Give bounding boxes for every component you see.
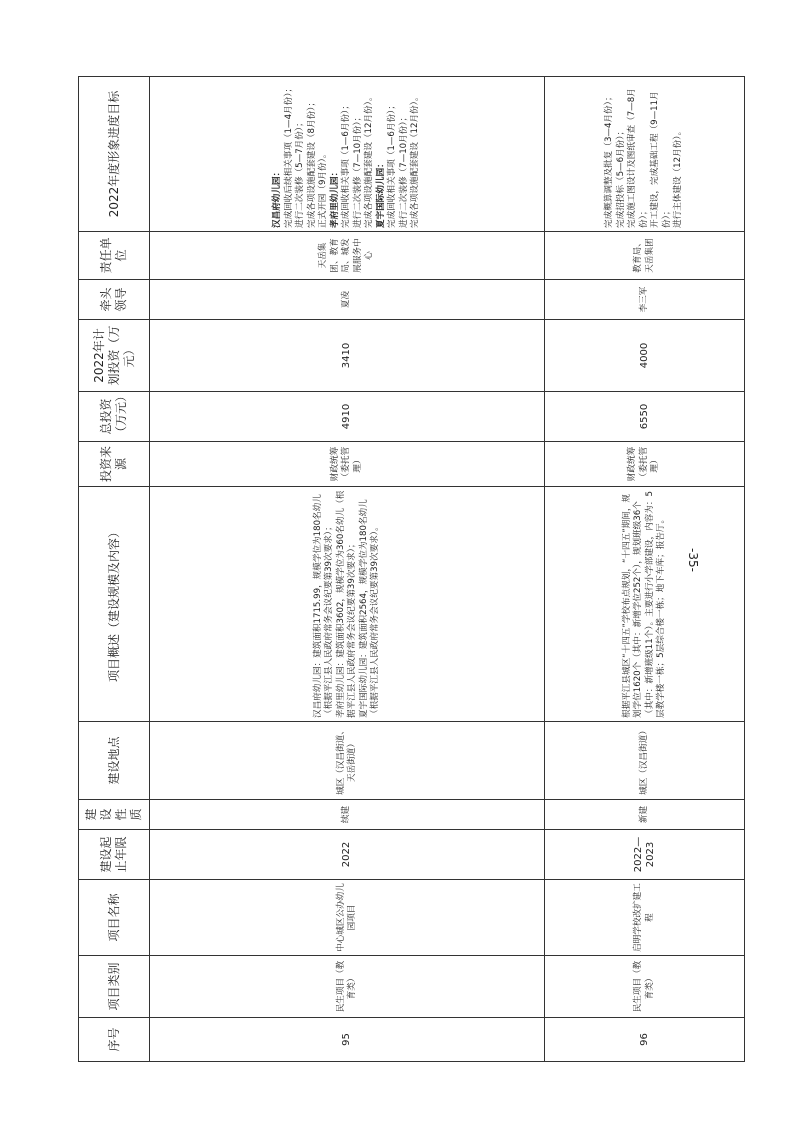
cell-unit: 天岳集团、教育局、城发展服务中心 [150, 232, 545, 280]
header-nature: 建设性质 [79, 800, 150, 830]
header-target: 2022年度形象进度目标 [79, 77, 150, 232]
cell-plan2022: 4000 [545, 320, 745, 392]
page-number: -35- [686, 548, 700, 572]
target-line: 完成各项设施配套建设（12月份）。 [364, 92, 375, 228]
target-line: 完成各项设施配套建设（8月份）； [306, 97, 317, 228]
header-summary: 项目概述（建设规模及内容） [79, 487, 150, 722]
cell-seq: 95 [150, 1018, 545, 1062]
cell-target [545, 77, 745, 232]
target-line: 开工建设，完成基础工程（9—11月份）； [650, 91, 672, 228]
table-row [150, 77, 545, 1062]
cell-location: 城区（汉昌街道） [545, 722, 745, 800]
target-line: 完成回收相关事项（1—6月份）； [387, 101, 398, 228]
cell-total: 4910 [150, 392, 545, 442]
table-row [545, 77, 745, 1062]
cell-funding: 财政统筹（委托管理） [150, 442, 545, 487]
cell-name: 启明学校改扩建工程 [545, 880, 745, 956]
target-line: 完成各项设施配套建设（12月份）。 [410, 92, 421, 228]
header-total: 总投资（万元） [79, 392, 150, 442]
header-leader: 牵头领导 [79, 280, 150, 320]
target-line: 完成回收后续相关事项（1—4月份）； [283, 83, 294, 228]
summary-line: 根据平江县城区“十四五”学校布点规划，“十四五”期间，规划学位1620个（其中：新增学位252个），规划班级36个（其中：新增班级11个）。主要进行小学部建设，内容为：5层教学楼一栋；5层综合楼一栋；地下车库；报告厅。 [621, 491, 666, 718]
header-location: 建设地点 [79, 722, 150, 800]
target-line: 完成概算调整及批复（3—4月份）； [604, 92, 615, 228]
header-seq: 序号 [79, 1018, 150, 1062]
header-row [79, 77, 150, 1062]
cell-category: 民生项目（教育类） [150, 956, 545, 1018]
cell-nature: 续建 [150, 800, 545, 830]
target-line: 汉昌府幼儿园： [272, 167, 283, 228]
cell-summary [545, 487, 745, 722]
header-name: 项目名称 [79, 880, 150, 956]
target-line: 孝府里幼儿园： [329, 167, 340, 228]
cell-name: 中心城区公办幼儿园项目 [150, 880, 545, 956]
cell-unit: 教育局、天岳集团 [545, 232, 745, 280]
cell-plan2022: 3410 [150, 320, 545, 392]
target-line: 进行二次装修（5—7月份）； [295, 118, 306, 228]
target-line: 正式开园（9月份）。 [318, 149, 329, 228]
target-line: 完成招投标（5—6月份）； [615, 126, 626, 228]
cell-target [150, 77, 545, 232]
target-line: 完成施工图设计及图纸审查（7—8月份）； [627, 88, 649, 228]
cell-period: 2022—2023 [545, 830, 745, 880]
target-line: 进行二次装修（7—10月份）； [398, 112, 409, 228]
header-funding: 投资来源 [79, 442, 150, 487]
project-table [78, 76, 745, 1062]
header-plan2022: 2022年计划投资（万元） [79, 320, 150, 392]
target-line: 完成回收相关事项（1—6月份）； [341, 101, 352, 228]
summary-line: 孝府里幼儿园：建筑面积3602，规模学位为360名幼儿（根据平江县人民政府常务会议纪要第39次要求）； [335, 490, 357, 718]
target-line: 进行主体建设（12月份）。 [673, 126, 684, 228]
rotated-table-page [78, 77, 743, 1062]
summary-line: 汉昌府幼儿园：建筑面积1715.99，规模学位为180名幼儿（根据平江县人民政府常务会议纪要第39次要求）； [312, 494, 334, 718]
cell-location: 城区（汉昌街道、天岳街道） [150, 722, 545, 800]
cell-summary [150, 487, 545, 722]
cell-seq: 96 [545, 1018, 745, 1062]
header-unit: 责任单位 [79, 232, 150, 280]
target-line: 进行二次装修（7—10月份）； [352, 112, 363, 228]
cell-funding: 财政统筹（委托管理） [545, 442, 745, 487]
cell-period: 2022 [150, 830, 545, 880]
cell-nature: 新建 [545, 800, 745, 830]
header-period: 建设起止年限 [79, 830, 150, 880]
cell-total: 6550 [545, 392, 745, 442]
cell-leader: 李三军 [545, 280, 745, 320]
summary-line: 夏宇国际幼儿园：建筑面积2564，规模学位为180名幼儿（根据平江县人民政府常务会议纪要第39次要求）。 [358, 499, 380, 718]
cell-category: 民生项目（教育类） [545, 956, 745, 1018]
cell-leader: 夏凌 [150, 280, 545, 320]
header-category: 项目类别 [79, 956, 150, 1018]
target-line: 夏宇国际幼儿园： [375, 159, 386, 228]
